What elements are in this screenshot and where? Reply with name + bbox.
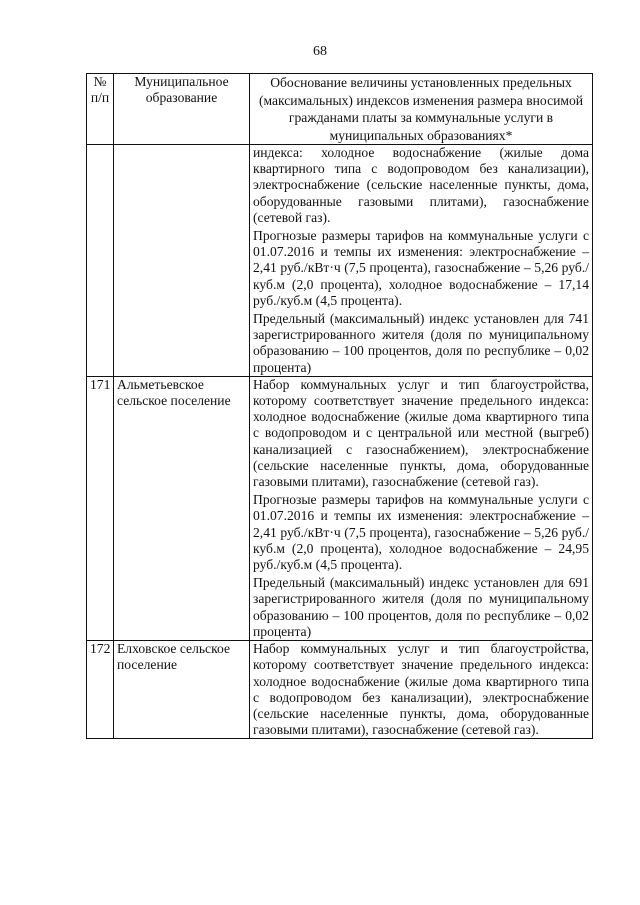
- justification-paragraph: Набор коммунальных услуг и тип благоустройства, которому соответствует значение предельного индекса: холодное водоснабжение (жилые дома квартирного типа с водопроводом и с центральной или местной (выгреб) канализацией с газоснабжением), электроснабжение (сельские населенные пункты, дома, оборудованные газовыми плитами), газоснабжение (сетевой газ).: [253, 376, 589, 490]
- justification-paragraph: индекса: холодное водоснабжение (жилые дома квартирного типа с водопроводом без канализации), электроснабжение (сельские населенные пункты, дома, оборудованные газовыми плитами), газоснабжение (сетевой газ).: [253, 145, 589, 225]
- justification-cell: [250, 145, 593, 377]
- justification-paragraph: Набор коммунальных услуг и тип благоустройства, которому соответствует значение предельного индекса: холодное водоснабжение (жилые дома квартирного типа с водопроводом без канализации), электроснабжение (сельские населенные пункты, дома, оборудованные газовыми плитами), газоснабжение (сетевой газ).: [253, 641, 589, 738]
- justification-paragraph: Предельный (максимальный) индекс установлен для 691 зарегистрированного жителя (доля по муниципальному образованию – 100 процентов, доля по республике – 0,02 процента): [253, 575, 589, 639]
- table-row: [87, 376, 593, 640]
- justification-cell: [250, 641, 593, 739]
- row-number: [87, 145, 114, 377]
- justification-paragraph: Прогнозые размеры тарифов на коммунальные услуги с 01.07.2016 и темпы их изменения: электроснабжение – 2,41 руб./кВт·ч (7,5 процента), газоснабжение – 5,26 руб./куб.м (2,0 процента), холодное водоснабжение – 24,95 руб./куб.м (4,5 процента).: [253, 492, 589, 573]
- row-number: 172: [87, 641, 114, 739]
- municipality-name: Елховское сельское поселение: [114, 641, 250, 739]
- municipal-index-table: [86, 73, 593, 739]
- municipality-name: [114, 145, 250, 377]
- header-municipality: Муниципальное образование: [114, 74, 250, 145]
- municipality-name: Альметьевское сельское поселение: [114, 376, 250, 640]
- justification-cell: [250, 376, 593, 640]
- justification-paragraph: Прогнозые размеры тарифов на коммунальные услуги с 01.07.2016 и темпы их изменения: электроснабжение – 2,41 руб./кВт·ч (7,5 процента), газоснабжение – 5,26 руб./куб.м (2,0 процента), холодное водоснабжение – 17,14 руб./куб.м (4,5 процента).: [253, 228, 589, 308]
- header-num: № п/п: [87, 74, 114, 145]
- header-justification: Обоснование величины установленных предельных (максимальных) индексов изменения размера вносимой гражданами платы за коммунальные услуги в муниципальных образованиях*: [250, 74, 593, 145]
- table-header-row: [87, 74, 593, 145]
- row-number: 171: [87, 376, 114, 640]
- table-row: [87, 641, 593, 739]
- page-number: 68: [313, 44, 327, 59]
- justification-paragraph: Предельный (максимальный) индекс установлен для 741 зарегистрированного жителя (доля по муниципальному образованию – 100 процентов, доля по республике – 0,02 процента): [253, 311, 589, 375]
- table-row: [87, 145, 593, 377]
